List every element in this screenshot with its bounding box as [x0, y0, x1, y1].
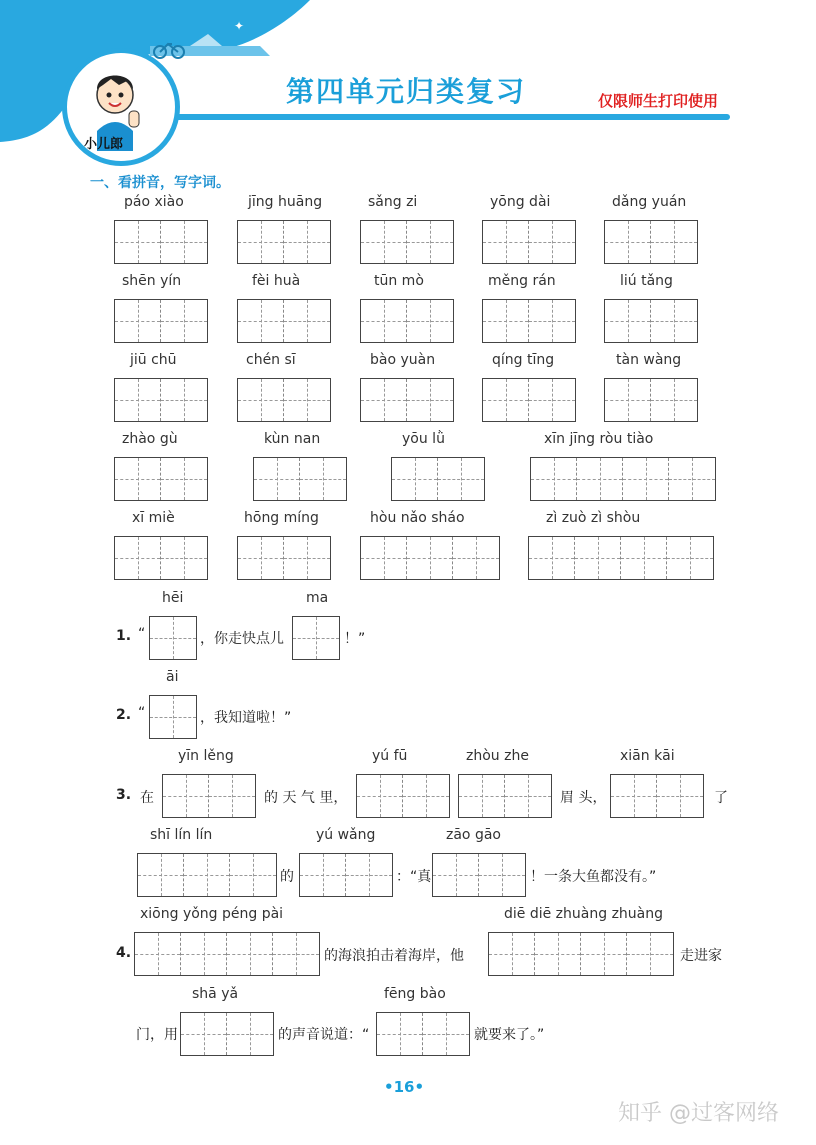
writing-box[interactable] — [458, 774, 552, 818]
question-text: ：“真 — [396, 869, 432, 885]
pinyin-label: dǎng yuán — [612, 194, 687, 210]
writing-box[interactable] — [610, 774, 704, 818]
writing-box[interactable] — [360, 378, 454, 422]
writing-box[interactable] — [237, 220, 331, 264]
question-text: 眉 头， — [560, 790, 607, 806]
writing-box[interactable] — [356, 774, 450, 818]
writing-box[interactable] — [114, 220, 208, 264]
pinyin-label: jīng huāng — [248, 194, 323, 210]
question-text: 就要来了。” — [474, 1027, 545, 1043]
pinyin-label: zhào gù — [122, 431, 178, 447]
page-number: •16• — [384, 1078, 425, 1096]
writing-box[interactable] — [114, 536, 208, 580]
pinyin-label: tàn wàng — [616, 352, 682, 368]
pinyin-label: bào yuàn — [370, 352, 436, 368]
writing-box[interactable] — [482, 378, 576, 422]
writing-box[interactable] — [149, 695, 197, 739]
question-text: ！一条大鱼都没有。” — [530, 869, 657, 885]
question-text: 的声音说道：“ — [278, 1027, 370, 1043]
pinyin-label: fèi huà — [252, 273, 301, 289]
pinyin-label: zāo gāo — [446, 827, 501, 843]
writing-box[interactable] — [114, 299, 208, 343]
pinyin-label: jiū chū — [130, 352, 177, 368]
writing-box[interactable] — [604, 220, 698, 264]
writing-box[interactable] — [360, 536, 500, 580]
pinyin-label: yú fū — [372, 748, 408, 764]
writing-box[interactable] — [391, 457, 485, 501]
pinyin-label: fēng bào — [384, 986, 446, 1002]
pinyin-label: yōu lǜ — [402, 431, 445, 447]
question-number: 1. — [116, 628, 132, 644]
pinyin-label: zì zuò zì shòu — [546, 510, 641, 526]
pinyin-label: zhòu zhe — [466, 748, 529, 764]
writing-box[interactable] — [528, 536, 714, 580]
question-text: 的 天 气 里， — [264, 790, 348, 806]
writing-box[interactable] — [360, 220, 454, 264]
pinyin-label: shī lín lín — [150, 827, 213, 843]
pinyin-label: diē diē zhuàng zhuàng — [504, 906, 663, 922]
question-number: 2. — [116, 707, 132, 723]
pinyin-label: yōng dài — [490, 194, 551, 210]
question-text: ！” — [344, 631, 366, 647]
pinyin-label: tūn mò — [374, 273, 424, 289]
pinyin-label: yīn lěng — [178, 748, 234, 764]
pinyin-label: xīn jīng ròu tiào — [544, 431, 654, 447]
question-number: 3. — [116, 787, 132, 803]
pinyin-label: shēn yín — [122, 273, 182, 289]
writing-box[interactable] — [134, 932, 320, 976]
writing-box[interactable] — [530, 457, 716, 501]
writing-box[interactable] — [604, 378, 698, 422]
writing-box[interactable] — [482, 220, 576, 264]
writing-box[interactable] — [253, 457, 347, 501]
print-note: 仅限师生打印使用 — [598, 92, 719, 110]
pinyin-label: kùn nan — [264, 431, 321, 447]
pinyin-label: xiōng yǒng péng pài — [140, 906, 284, 922]
writing-box[interactable] — [149, 616, 197, 660]
writing-box[interactable] — [137, 853, 277, 897]
question-text: 门，用 — [136, 1027, 178, 1043]
writing-box[interactable] — [114, 457, 208, 501]
pinyin-label: xiān kāi — [620, 748, 675, 764]
pinyin-label: chén sī — [246, 352, 296, 368]
question-text: ，你走快点儿 — [200, 631, 284, 647]
question-text: “ — [138, 626, 146, 642]
writing-box[interactable] — [604, 299, 698, 343]
mascot-name: 小儿郎 — [84, 137, 124, 152]
section-title: 一、看拼音，写字词。 — [90, 175, 230, 191]
header-underline — [168, 114, 730, 120]
writing-box[interactable] — [292, 616, 340, 660]
svg-text:✦: ✦ — [234, 19, 245, 33]
question-text: 的海浪拍击着海岸，他 — [324, 948, 464, 964]
writing-box[interactable] — [162, 774, 256, 818]
writing-box[interactable] — [299, 853, 393, 897]
pinyin-label: hōng míng — [244, 510, 319, 526]
writing-box[interactable] — [237, 299, 331, 343]
pinyin-label: ma — [306, 590, 329, 606]
pinyin-label: liú tǎng — [620, 273, 673, 289]
pinyin-label: měng rán — [488, 273, 556, 289]
writing-box[interactable] — [482, 299, 576, 343]
question-text: 走进家 — [680, 948, 722, 964]
question-text: 的 — [280, 869, 294, 885]
writing-box[interactable] — [488, 932, 674, 976]
question-text: “ — [138, 705, 146, 721]
pinyin-label: sǎng zi — [368, 194, 418, 210]
writing-box[interactable] — [237, 536, 331, 580]
writing-box[interactable] — [180, 1012, 274, 1056]
writing-box[interactable] — [237, 378, 331, 422]
pinyin-label: xī miè — [132, 510, 175, 526]
pinyin-label: yú wǎng — [316, 827, 376, 843]
pinyin-label: qíng tīng — [492, 352, 555, 368]
watermark: 知乎 @过客网络 — [618, 1101, 779, 1126]
writing-box[interactable] — [376, 1012, 470, 1056]
question-text: 了 — [714, 790, 728, 806]
question-number: 4. — [116, 945, 132, 961]
page-title: 第四单元归类复习 — [286, 75, 527, 108]
pinyin-label: hòu nǎo sháo — [370, 510, 465, 526]
pinyin-label: páo xiào — [124, 194, 184, 210]
writing-box[interactable] — [360, 299, 454, 343]
writing-box[interactable] — [432, 853, 526, 897]
pinyin-label: hēi — [162, 590, 184, 606]
pinyin-label: āi — [166, 669, 179, 685]
question-text: 在 — [140, 790, 154, 806]
pinyin-label: shā yǎ — [192, 986, 239, 1002]
writing-box[interactable] — [114, 378, 208, 422]
question-text: ，我知道啦！” — [200, 710, 292, 726]
